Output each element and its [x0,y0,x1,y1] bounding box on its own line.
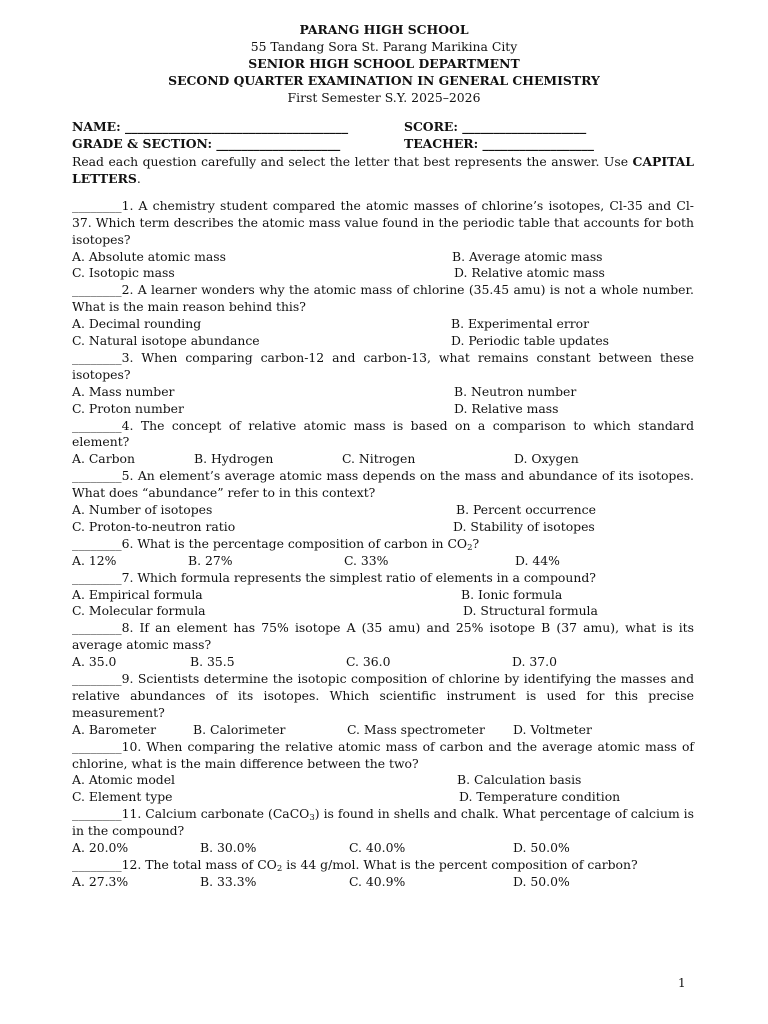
answer-blank[interactable]: ________ [72,349,122,365]
question-text-end: ? [472,535,480,551]
answer-blank[interactable]: ________ [72,806,122,822]
question-item [72,350,694,418]
answer-option: D. Temperature condition [459,789,621,805]
question-text: 9. Scientists determine the isotopic composition of chlorine by identifying the masses and relative abundances of its isotopes. Which scientific instrument is used for this precise measurement? [72,670,694,720]
answer-option: B. 35.5 [190,654,235,670]
question-stem [72,570,694,587]
question-text-end: is 44 g/mol. What is the percent composition of carbon? [282,856,638,872]
option-row [72,874,694,891]
question-stem [72,536,694,553]
option-row [72,451,694,468]
answer-blank[interactable]: ________ [72,535,122,551]
answer-option: D. Relative mass [454,400,559,416]
question-item [72,418,694,469]
answer-option: A. 20.0% [72,840,129,855]
answer-option: A. Mass number [72,383,175,399]
question-item [72,570,694,621]
question-text: 5. An element’s average atomic mass depends on the mass and abundance of its isotopes. What does “abundance” refer to in this context? [72,468,694,501]
instructions-end: . [136,170,141,186]
option-row [72,265,694,282]
question-item [72,739,694,807]
question-stem [72,739,694,773]
answer-blank[interactable]: ________ [72,670,122,686]
instructions-emphasis: CAPITAL LETTERS [72,154,694,186]
page-number: 1 [678,976,686,990]
answer-option: C. Natural isotope abundance [72,333,260,349]
formula-subscript: 2 [276,863,283,874]
question-text: 12. The total mass of CO [121,856,277,872]
question-item [72,857,694,891]
answer-option: D. Oxygen [514,451,579,467]
question-item [72,198,694,283]
answer-option: B. Calorimeter [193,721,286,737]
option-row [72,772,694,789]
answer-option: B. 27% [188,552,233,568]
answer-option: C. Isotopic mass [72,265,175,281]
answer-option: C. 36.0 [346,654,391,670]
question-item [72,620,694,671]
answer-option: A. Number of isotopes [72,502,213,518]
answer-option: C. Nitrogen [342,451,416,467]
option-row [72,722,694,739]
instructions [72,154,694,188]
answer-blank[interactable]: ________ [72,856,122,872]
question-text: 10. When comparing the relative atomic mass of carbon and the average atomic mass of chlorine, what is the main difference between the two? [72,738,694,771]
question-text: 1. A chemistry student compared the atomic masses of chlorine’s isotopes, Cl-35 and Cl-37. Which term describes the atomic mass value found in the periodic table that accounts for both isotopes? [72,197,694,247]
answer-option: B. Percent occurrence [456,502,596,518]
answer-blank[interactable]: ________ [72,569,122,585]
question-stem [72,468,694,502]
answer-option: C. 40.0% [349,840,406,855]
question-text: 4. The concept of relative atomic mass is based on a comparison to which standard element? [72,417,694,450]
school-address: 55 Tandang Sora St. Parang Marikina City [250,39,518,54]
formula-subscript: 3 [309,813,315,824]
answer-option: A. Absolute atomic mass [72,248,226,264]
answer-option: C. Mass spectrometer [347,721,485,737]
answer-option: D. Structural formula [463,603,598,619]
answer-option: B. Calculation basis [457,772,582,788]
question-text-end: ) is found in shells and chalk. What percentage of calcium is in the compound? [72,806,694,839]
option-row [72,401,694,418]
question-text: 2. A learner wonders why the atomic mass of chlorine (35.45 amu) is not a whole number. What is the main reason behind this? [72,282,694,315]
answer-option: C. Element type [72,789,173,805]
answer-option: A. 27.3% [72,873,129,889]
answer-blank[interactable]: ________ [72,620,122,636]
answer-option: A. Barometer [72,721,157,737]
question-stem [72,671,694,722]
question-text: 11. Calcium carbonate (CaCO [121,806,310,822]
exam-title: SECOND QUARTER EXAMINATION IN GENERAL CHEMISTRY [168,73,600,88]
student-info-fields [72,119,692,153]
question-stem [72,350,694,384]
instructions-text: Read each question carefully and select the letter that best represents the answer. Use [72,154,633,169]
answer-option: A. Carbon [72,451,135,467]
answer-option: B. Hydrogen [194,451,274,467]
answer-blank[interactable]: ________ [72,282,122,298]
answer-blank[interactable]: ________ [72,197,122,213]
option-row [72,789,694,806]
question-item [72,282,694,350]
question-text: 8. If an element has 75% isotope A (35 amu) and 25% isotope B (37 amu), what is its average atomic mass? [72,620,694,653]
option-row [72,384,694,401]
answer-option: B. 30.0% [200,840,257,855]
exam-body [72,154,694,891]
option-row [72,654,694,671]
question-stem [72,282,694,316]
question-item [72,468,694,536]
option-row [72,249,694,266]
answer-option: C. 40.9% [349,873,406,889]
question-list [72,198,694,891]
answer-option: B. Neutron number [454,383,577,399]
option-row [72,316,694,333]
answer-option: B. Ionic formula [461,586,563,602]
option-row [72,603,694,620]
question-stem [72,620,694,654]
answer-option: A. Atomic model [72,772,176,788]
answer-option: C. Molecular formula [72,603,206,619]
question-text: 6. What is the percentage composition of carbon in CO [121,535,468,551]
answer-option: D. Periodic table updates [451,333,610,349]
answer-option: D. 44% [515,552,560,568]
school-name: PARANG HIGH SCHOOL [299,22,469,37]
teacher-field[interactable]: TEACHER: __________________ [404,136,594,151]
question-item [72,806,694,857]
answer-option: B. Average atomic mass [452,248,603,264]
option-row [72,587,694,604]
option-row [72,333,694,350]
answer-option: C. 33% [344,552,389,568]
answer-blank[interactable]: ________ [72,468,122,484]
answer-option: D. Voltmeter [513,721,592,737]
grade-section-field[interactable]: GRADE & SECTION: ____________________ [72,136,341,151]
answer-option: A. Empirical formula [72,586,203,602]
answer-option: D. 37.0 [512,654,557,670]
question-text: 7. Which formula represents the simplest ratio of elements in a compound? [121,569,596,585]
answer-option: C. Proton-to-neutron ratio [72,518,236,534]
answer-option: A. 12% [72,552,117,568]
question-stem [72,418,694,452]
answer-option: D. 50.0% [513,873,570,889]
score-field[interactable]: SCORE: ____________________ [404,119,587,134]
question-stem [72,857,694,874]
answer-blank[interactable]: ________ [72,417,122,433]
answer-option: A. 35.0 [72,654,117,670]
answer-blank[interactable]: ________ [72,738,122,754]
answer-option: D. Stability of isotopes [453,518,595,534]
answer-option: C. Proton number [72,400,184,416]
question-stem [72,806,694,840]
option-row [72,553,694,570]
department-name: SENIOR HIGH SCHOOL DEPARTMENT [248,56,520,71]
exam-header [0,21,768,106]
answer-option: D. 50.0% [513,840,570,855]
answer-option: D. Relative atomic mass [454,265,605,281]
answer-option: B. Experimental error [451,316,590,332]
answer-option: A. Decimal rounding [72,316,202,332]
question-item [72,536,694,570]
option-row [72,502,694,519]
formula-subscript: 2 [467,542,473,553]
semester-line: First Semester S.Y. 2025–2026 [287,90,481,105]
question-item [72,671,694,739]
question-text: 3. When comparing carbon-12 and carbon-13, what remains constant between these isotopes? [72,349,694,382]
option-row [72,519,694,536]
name-field[interactable]: NAME: ____________________________________ [72,119,349,134]
option-row [72,840,694,857]
question-stem [72,198,694,249]
answer-option: B. 33.3% [200,873,257,889]
